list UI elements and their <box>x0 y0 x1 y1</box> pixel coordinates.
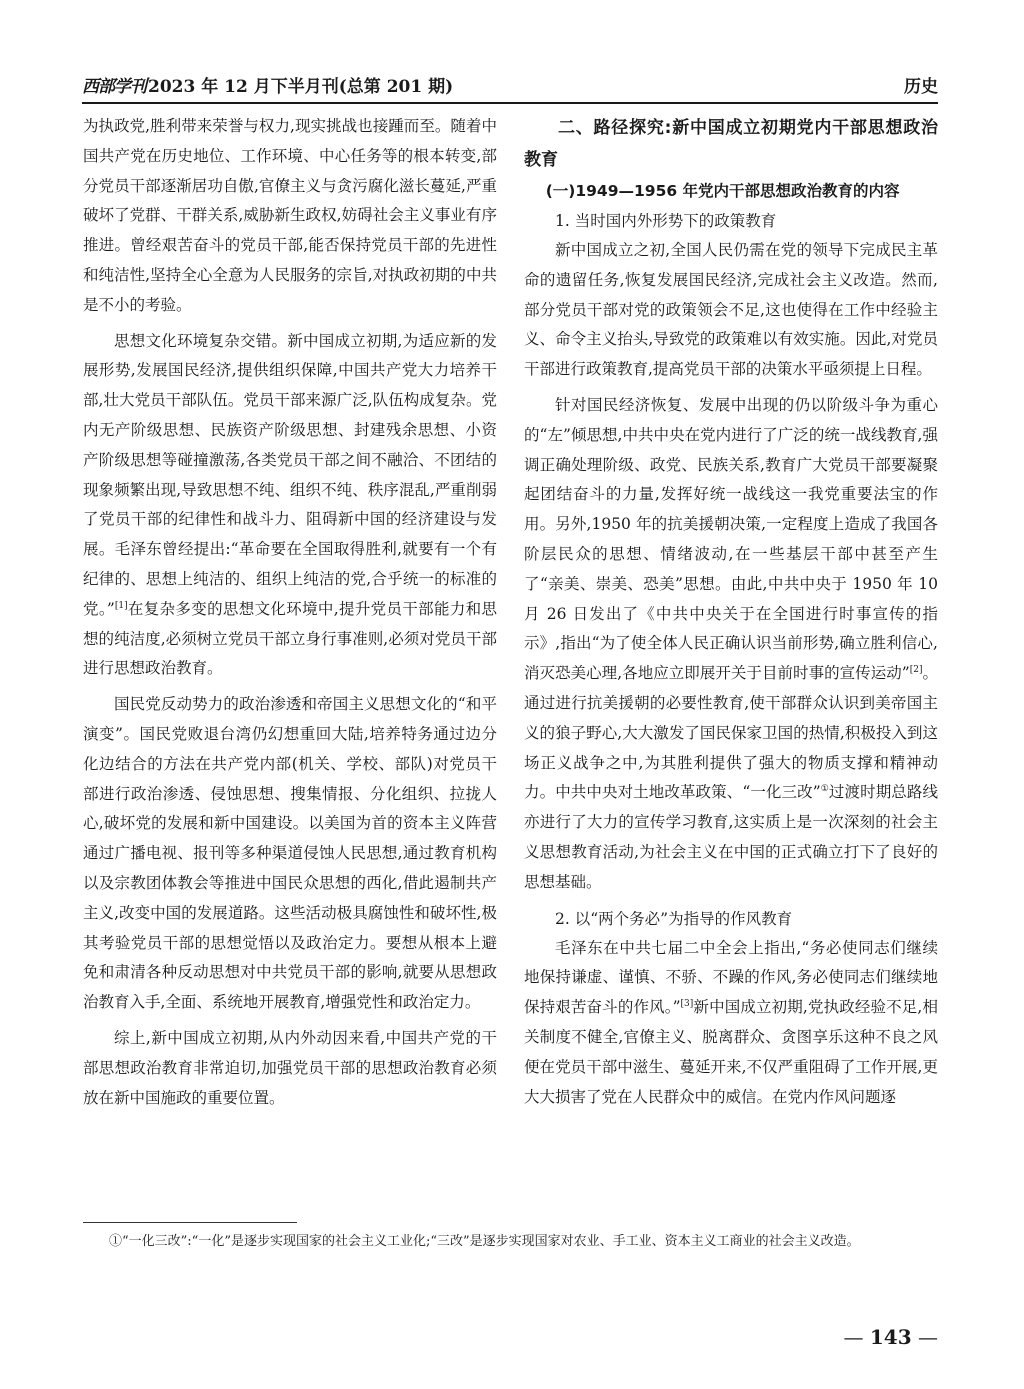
footnote-marker: ① <box>820 784 829 795</box>
subsubsection-heading: 1. 当时国内外形势下的政策教育 <box>555 212 777 230</box>
subsection-heading: (一)1949—1956 年党内干部思想政治教育的内容 <box>545 182 900 200</box>
paragraph-text: 过渡时期总路线亦进行了大力的宣传学习教育,这实质上是一次深刻的社会主义思想教育活动,为社会主义在中国的正式确立打下了良好的思想基础。 <box>524 783 938 891</box>
paragraph: 综上,新中国成立初期,从内外动因来看,中国共产党的干部思想政治教育非常迫切,加强党员干部的思想政治教育必须放在新中国施政的重要位置。 <box>83 1028 497 1107</box>
page-number-value: 143 <box>869 1325 912 1349</box>
subsubsection-heading: 2. 以“两个务必”为指导的作风教育 <box>555 909 793 928</box>
page-number: — 143 — <box>843 1325 938 1349</box>
paragraph: 为执政党,胜利带来荣誉与权力,现实挑战也接踵而至。随着中国共产党在历史地位、工作环境、中心任务等的根本转变,部分党员干部逐渐居功自傲,官僚主义与贪污腐化滋长蔓延,严重破坏了党群、干群关系,威胁新生政权,妨碍社会主义事业有序推进。曾经艰苦奋斗的党员干部,能否保持党员干部的先进性和纯洁性,坚持全心全意为人民服务的宗旨,对执政初期的中共是不小的考验。 <box>83 117 497 314</box>
paragraph <box>524 934 938 1113</box>
issue-label: 2023 年 12 月下半月刊(总第 201 期) <box>148 77 454 97</box>
paragraph <box>83 327 497 685</box>
right-column <box>524 112 938 1118</box>
journal-logo: 西部学刊 <box>82 77 146 97</box>
paragraph-text: 针对国民经济恢复、发展中出现的仍以阶级斗争为重心的“左”倾思想,中共中央在党内进行了广泛的统一战线教育,强调正确处理阶级、政党、民族关系,教育广大党员干部要凝聚起团结奋斗的力量,发挥好统一战线这一我党重要法宝的作用。另外,1950 年的抗美援朝决策,一定程度上造成了我国各阶层民众的思想、情绪波动,在一些基层干部中甚至产生了“亲美、崇美、恐美”思想。由此,中共中央于 1950 年 10 月 26 日发出了《中共中央关于在全国进行时事宣传的指示》,指出“为了使全体人民正确认识当前形势,确立胜利信心,消灭恐美心理,各地应立即展开关于目前时事的宣传运动” <box>524 395 938 683</box>
paragraph-text: 新中国成立初期,党执政经验不足,相关制度不健全,官僚主义、脱离群众、贪图享乐这种不良之风便在党员干部中滋生、蔓延开来,不仅严重阻碍了工作开展,更大大损害了党在人民群众中的威信。在党内作风问题逐 <box>524 998 938 1106</box>
citation-ref: [2] <box>909 665 923 675</box>
paragraph-text: 毛泽东在中共七届二中全会上指出,“务必使同志们继续地保持谦虚、谨慎、不骄、不躁的作风,务必使同志们继续地保持艰苦奋斗的作风。” <box>524 938 938 1017</box>
section-name: 历史 <box>904 77 938 97</box>
paragraph-text: 在复杂多变的思想文化环境中,提升党员干部能力和思想的纯洁度,必须树立党员干部立身行事准则,必须对党员干部进行思想政治教育。 <box>83 599 497 678</box>
paragraph: 国民党反动势力的政治渗透和帝国主义思想文化的“和平演变”。国民党败退台湾仍幻想重回大陆,培养特务通过边分化边结合的方法在共产党内部(机关、学校、部队)对党员干部进行政治渗透、侵蚀思想、搜集情报、分化组织、拉拢人心,破坏党的发展和新中国建设。以美国为首的资本主义阵营通过广播电视、报刊等多种渠道侵蚀人民思想,通过教育机构以及宗教团体教会等推进中国民众思想的西化,借此遏制共产主义,改变中国的发展道路。这些活动极具腐蚀性和破坏性,极其考验党员干部的思想觉悟以及政治定力。要想从根本上避免和肃清各种反动思想对中共党员干部的影响,就要从思想政治教育入手,全面、系统地开展教育,增强党性和政治定力。 <box>83 695 497 1012</box>
citation-ref: [3] <box>680 998 694 1009</box>
section-heading: 二、路径探究:新中国成立初期党内干部思想政治教育 <box>524 118 938 170</box>
left-column <box>83 112 497 1119</box>
paragraph: 新中国成立之初,全国人民仍需在党的领导下完成民主革命的遗留任务,恢复发展国民经济,完成社会主义改造。然而,部分党员干部对党的政策领会不足,这也使得在工作中经验主义、命令主义抬头,导致党的政策难以有效实施。因此,对党员干部进行政策教育,提高党员干部的决策水平亟须提上日程。 <box>524 241 938 379</box>
running-header <box>82 70 938 104</box>
footnote-divider <box>83 1222 297 1223</box>
paragraph-text: 。通过进行抗美援朝的必要性教育,使干部群众认识到美帝国主义的狼子野心,大大激发了国民保家卫国的热情,积极投入到这场正义战争之中,为其胜利提供了强大的物质支撑和精神动力。中共中央对土地改革政策、“一化三改” <box>524 664 938 802</box>
journal-issue-title <box>82 72 453 97</box>
footnote: ①“一化三改”:“一化”是逐步实现国家的社会主义工业化;“三改”是逐步实现国家对农业、手工业、资本主义工商业的社会主义改造。 <box>109 1234 860 1249</box>
citation-ref: [1] <box>114 600 128 611</box>
paragraph-text: 思想文化环境复杂交错。新中国成立初期,为适应新的发展形势,发展国民经济,提供组织保障,中国共产党大力培养干部,壮大党员干部队伍。党员干部来源广泛,队伍构成复杂。党内无产阶级思想、民族资产阶级思想、封建残余思想、小资产阶级思想等碰撞激荡,各类党员干部之间不融洽、不团结的现象频繁出现,导致思想不纯、组织不纯、秩序混乱,严重削弱了党员干部的纪律性和战斗力、阻碍新中国的经济建设与发展。毛泽东曾经提出:“革命要在全国取得胜利,就要有一个有纪律的、思想上纯洁的、组织上纯洁的党,合乎统一的标准的党。” <box>83 331 497 618</box>
paragraph <box>524 391 938 898</box>
